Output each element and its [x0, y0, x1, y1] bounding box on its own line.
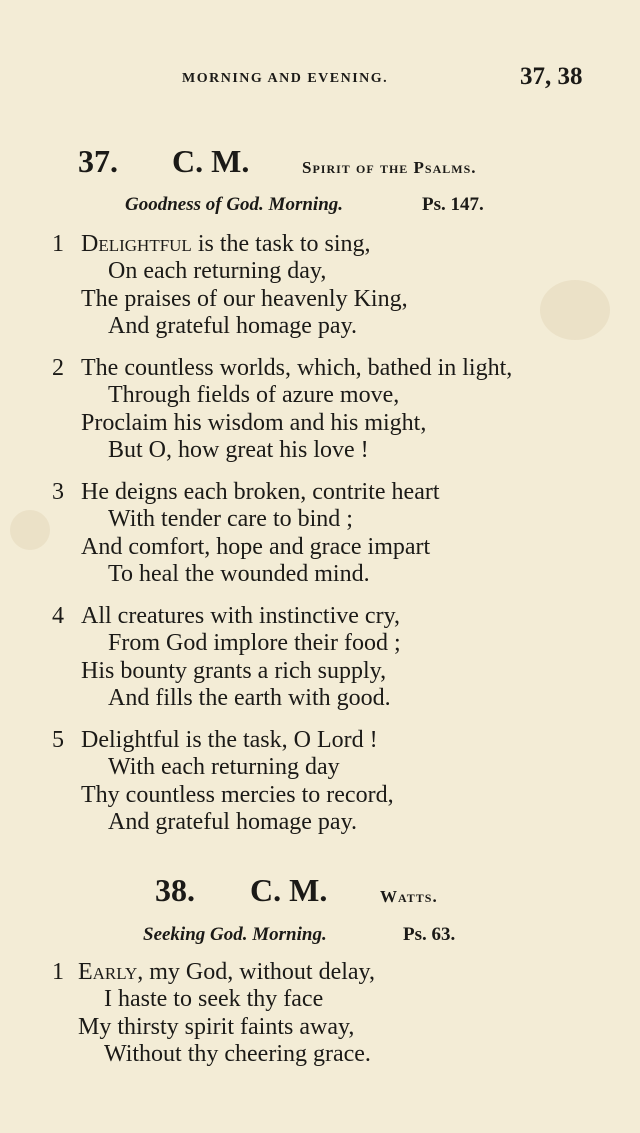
- page-numbers: 37, 38: [520, 63, 583, 90]
- verse-line: Thy countless mercies to record,: [81, 782, 394, 808]
- verse-line: On each returning day,: [108, 258, 327, 284]
- verse-line: My thirsty spirit faints away,: [78, 1014, 355, 1040]
- verse-line: And comfort, hope and grace impart: [81, 534, 431, 560]
- running-head-title: MORNING AND EVENING.: [182, 71, 389, 86]
- hymn-meter: C. M.: [250, 872, 328, 908]
- verse-line: With tender care to bind ;: [108, 506, 353, 532]
- verse-line: The countless worlds, which, bathed in light,: [81, 355, 513, 381]
- hymn-author: Spirit of the Psalms.: [302, 158, 477, 177]
- verse-number: 4: [52, 603, 64, 629]
- verse-number: 1: [52, 231, 64, 257]
- hymn-author: Watts.: [380, 887, 438, 906]
- hymn-number: 37.: [78, 143, 118, 179]
- verse-line: With each returning day: [108, 754, 340, 780]
- verse-line: Through fields of azure move,: [108, 382, 400, 408]
- scripture-reference: Ps. 147.: [422, 194, 484, 215]
- verse-line: And grateful homage pay.: [108, 809, 358, 835]
- verse-line: And fills the earth with good.: [108, 685, 391, 711]
- verse-number: 3: [52, 479, 64, 505]
- verse-line: I haste to seek thy face: [104, 986, 324, 1012]
- verse-number: 5: [52, 727, 64, 753]
- verse-line: The praises of our heavenly King,: [81, 286, 408, 312]
- paper-stain: [540, 280, 610, 340]
- hymn-38-heading: [0, 872, 640, 912]
- verse-line: Early, my God, without delay,: [78, 959, 375, 985]
- verse-line: And grateful homage pay.: [108, 313, 358, 339]
- scripture-reference: Ps. 63.: [403, 924, 456, 945]
- hymn-meter: C. M.: [172, 143, 250, 179]
- hymn-number: 38.: [155, 872, 195, 908]
- verse-line: Delightful is the task to sing,: [81, 231, 371, 257]
- paper-stain: [10, 510, 50, 550]
- verse-number: 2: [52, 355, 64, 381]
- verse-line: Without thy cheering grace.: [104, 1041, 371, 1067]
- hymn-37-heading: [0, 143, 640, 183]
- verse-line: Delightful is the task, O Lord !: [81, 727, 378, 753]
- verse-line: To heal the wounded mind.: [108, 561, 370, 587]
- verse-line: But O, how great his love !: [108, 437, 369, 463]
- first-word: Delightful: [81, 231, 192, 257]
- verse-line: All creatures with instinctive cry,: [81, 603, 401, 629]
- first-word: Early: [78, 959, 138, 985]
- verse-line: He deigns each broken, contrite heart: [81, 479, 440, 505]
- running-head: [0, 63, 640, 93]
- verse-line: His bounty grants a rich supply,: [81, 658, 387, 684]
- subtitle-text: Goodness of God. Morning.: [125, 194, 344, 215]
- verse-line: From God implore their food ;: [108, 630, 401, 656]
- verse-line: Proclaim his wisdom and his might,: [81, 410, 427, 436]
- subtitle-text: Seeking God. Morning.: [143, 924, 327, 945]
- verse-number: 1: [52, 959, 64, 985]
